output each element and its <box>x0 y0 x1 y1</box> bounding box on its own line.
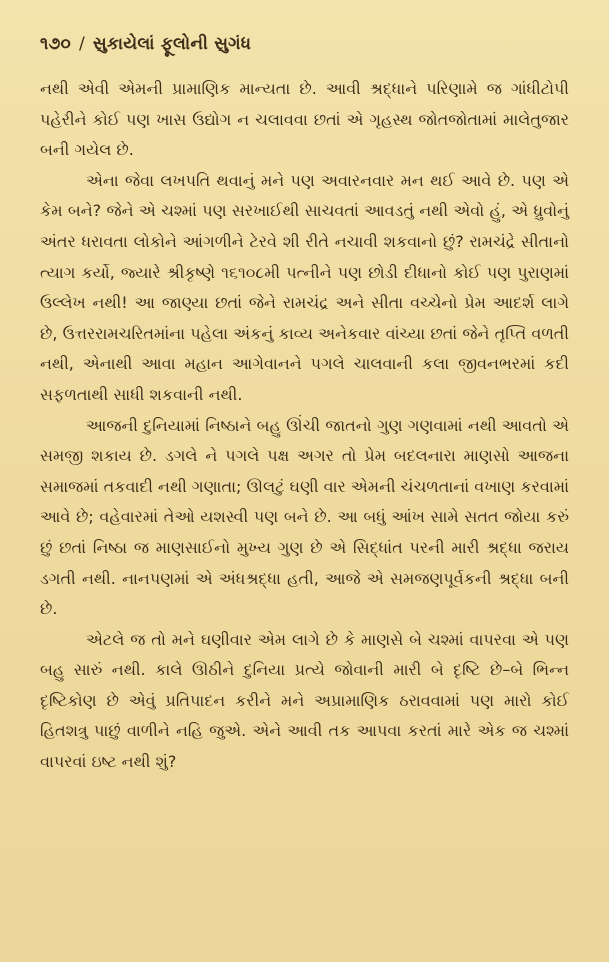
body-text <box>40 74 569 778</box>
paragraph-1: નથી એવી એમની પ્રામાણિક માન્યતા છે. આવી શ્રદ્ધાને પરિણામે જ ગાંધીટોપી પહેરીને કોઈ પણ ખાસ ઉદ્યોગ ન ચલાવવા છતાં એ ગૃહસ્થ જોતજોતામાં માલેતુજાર બની ગયેલ છે. <box>40 79 569 160</box>
running-header <box>40 34 569 54</box>
paragraph-4: એટલે જ તો મને ઘણીવાર એમ લાગે છે કે માણસે બે ચશ્માં વાપરવા એ પણ બહુ સારું નથી. કાલે ઊઠીને દુનિયા પ્રત્યે જોવાની મારી બે દૃષ્ટિ છે–બે ભિન્ન દૃષ્ટિકોણ છે એવું પ્રતિપાદન કરીને મને અપ્રામાણિક ઠરાવવામાં પણ મારો કોઈ હિતશત્રુ પાછું વાળીને નહિ જુએ. એને આવી તક આપવા કરતાં મારે એક જ ચશ્માં વાપરવાં ઇષ્ટ નથી શું? <box>40 629 569 772</box>
header-separator: / <box>78 34 85 54</box>
book-title: સુકાયેલાં ફૂલોની સુગંધ <box>92 34 252 54</box>
page-number: ૧૭૦ <box>40 34 71 54</box>
paragraph-3: આજની દુનિયામાં નિષ્ઠાને બહુ ઊંચી જાતનો ગુણ ગણવામાં નથી આવતો એ સમજી શકાય છે. ડગલે ને પગલે પક્ષ અગર તો પ્રેમ બદલનારા માણસો આજના સમાજમાં તકવાદી નથી ગણાતા; ઊલટું ઘણી વાર એમની ચંચળતાનાં વખાણ કરવામાં આવે છે; વહેવારમાં તેઓ યશસ્વી પણ બને છે. આ બધું આંખ સામે સતત જોયા કરું છું છતાં નિષ્ઠા જ માણસાઈનો મુખ્ય ગુણ છે એ સિદ્ધાંત પરની મારી શ્રદ્ધા જરાય ડગતી નથી. નાનપણમાં એ અંધશ્રદ્ધા હતી, આજે એ સમજણપૂર્વકની શ્રદ્ધા બની છે. <box>40 415 569 619</box>
paragraph-2: એના જેવા લખપતિ થવાનું મને પણ અવારનવાર મન થઈ આવે છે. પણ એ કેમ બને? જેને એ ચશ્માં પણ સરખાઈથી સાચવતાં આવડતું નથી એવો હું, એ ધ્રુવોનું અંતર ધરાવતા લોકોને આંગળીને ટેરવે શી રીતે નચાવી શકવાનો છું? રામચંદ્રે સીતાનો ત્યાગ કર્યો, જ્યારે શ્રીકૃષ્ણે ૧૬૧૦૮મી પત્નીને પણ છોડી દીધાનો કોઈ પણ પુરાણમાં ઉલ્લેખ નથી! આ જાણ્યા છતાં જેને રામચંદ્ર અને સીતા વચ્ચેનો પ્રેમ આદર્શ લાગે છે, ઉત્તરરામચરિતમાંના પહેલા અંકનું કાવ્ય અનેકવાર વાંચ્યા છતાં જેને તૃપ્તિ વળતી નથી, એનાથી આવા મહાન આગેવાનને પગલે ચાલવાની કલા જીવનભરમાં કદી સફળતાથી સાધી શકવાની નથી. <box>40 170 569 404</box>
